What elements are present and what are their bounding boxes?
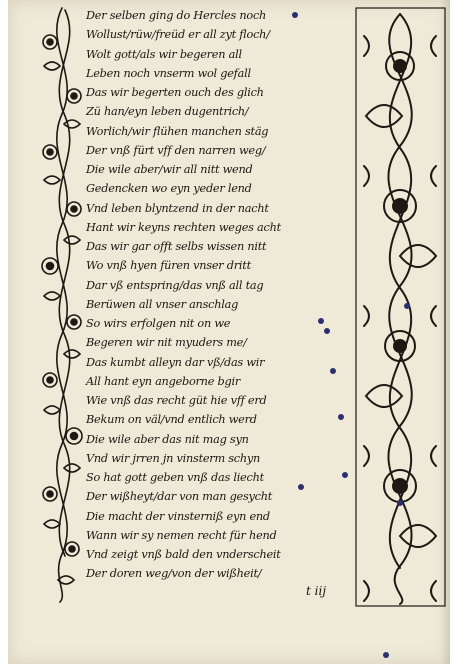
ink-spot [397,500,403,506]
verse-line: Der selben ging do Hercles noch [86,9,267,22]
verse-line: All hant eyn angeborne bgir [86,374,240,388]
verse-line: Vnd leben blyntzend in der nacht [86,201,269,215]
verse-line: Vnd zeigt vnß bald den vnderscheit [86,548,281,561]
verse-line: Der doren weg/von der wißheit/ [86,567,262,581]
verse-line: Die wile aber das nit mag syn [86,432,249,446]
verse-line: Leben noch vnserm wol gefall [86,66,251,80]
verse-line: So hat gott geben vnß das liecht [86,471,264,484]
verse-line: Wollust/rüw/freüd er all zyt floch/ [86,28,270,42]
verse-line: Wann wir sy nemen recht für hend [86,528,277,542]
verse-line: Der vnß fürt vff den narren weg/ [86,143,266,157]
verse-line: Zü han/eyn leben dugentrich/ [86,105,249,119]
ink-spot [292,12,298,18]
verse-line: Wolt gott/als wir begeren all [86,47,242,61]
verse-line: Bekum on väl/vnd entlich werd [86,413,257,427]
verse-line: Wo vnß hyen füren vnser dritt [86,259,251,273]
verse-line: Hant wir keyns rechten weges acht [86,220,281,234]
verse-line: Wie vnß das recht güt hie vff erd [86,394,267,407]
ink-spot [338,414,344,420]
book-page [8,0,450,664]
left-floral-border [38,4,86,604]
right-floral-border [354,6,447,608]
verse-line: Worlich/wir flühen manchen stäg [86,124,269,138]
verse-line: Berüwen all vnser anschlag [86,297,239,311]
verse-line: Begeren wir nit myuders me/ [86,336,247,350]
ink-spot [404,303,410,309]
verse-line: So wirs erfolgen nit on we [86,317,231,330]
ink-spot [298,484,304,490]
verse-line: Der wißheyt/dar von man gesycht [86,490,273,504]
verse-line: Das wir begerten ouch des glich [86,86,264,99]
ink-spot [383,652,389,658]
verse-line: Dar vß entspring/das vnß all tag [86,278,264,292]
verse-text-block [86,6,356,584]
ink-spot [318,318,324,324]
verse-line: Gedencken wo eyn yeder lend [86,182,252,196]
ink-spot [330,368,336,374]
ink-spot [342,472,348,478]
verse-line: Die macht der vinsterniß eyn end [86,509,270,523]
verse-line: Die wile aber/wir all nitt wend [86,163,253,176]
verse-line: Das kumbt alleyn dar vß/das wir [86,355,265,369]
ink-spot [324,328,330,334]
verse-line: Vnd wir jrren jn vinsterm schyn [86,451,261,465]
signature-mark: t iij [306,584,327,598]
verse-line: Das wir gar offt selbs wissen nitt [86,240,267,253]
